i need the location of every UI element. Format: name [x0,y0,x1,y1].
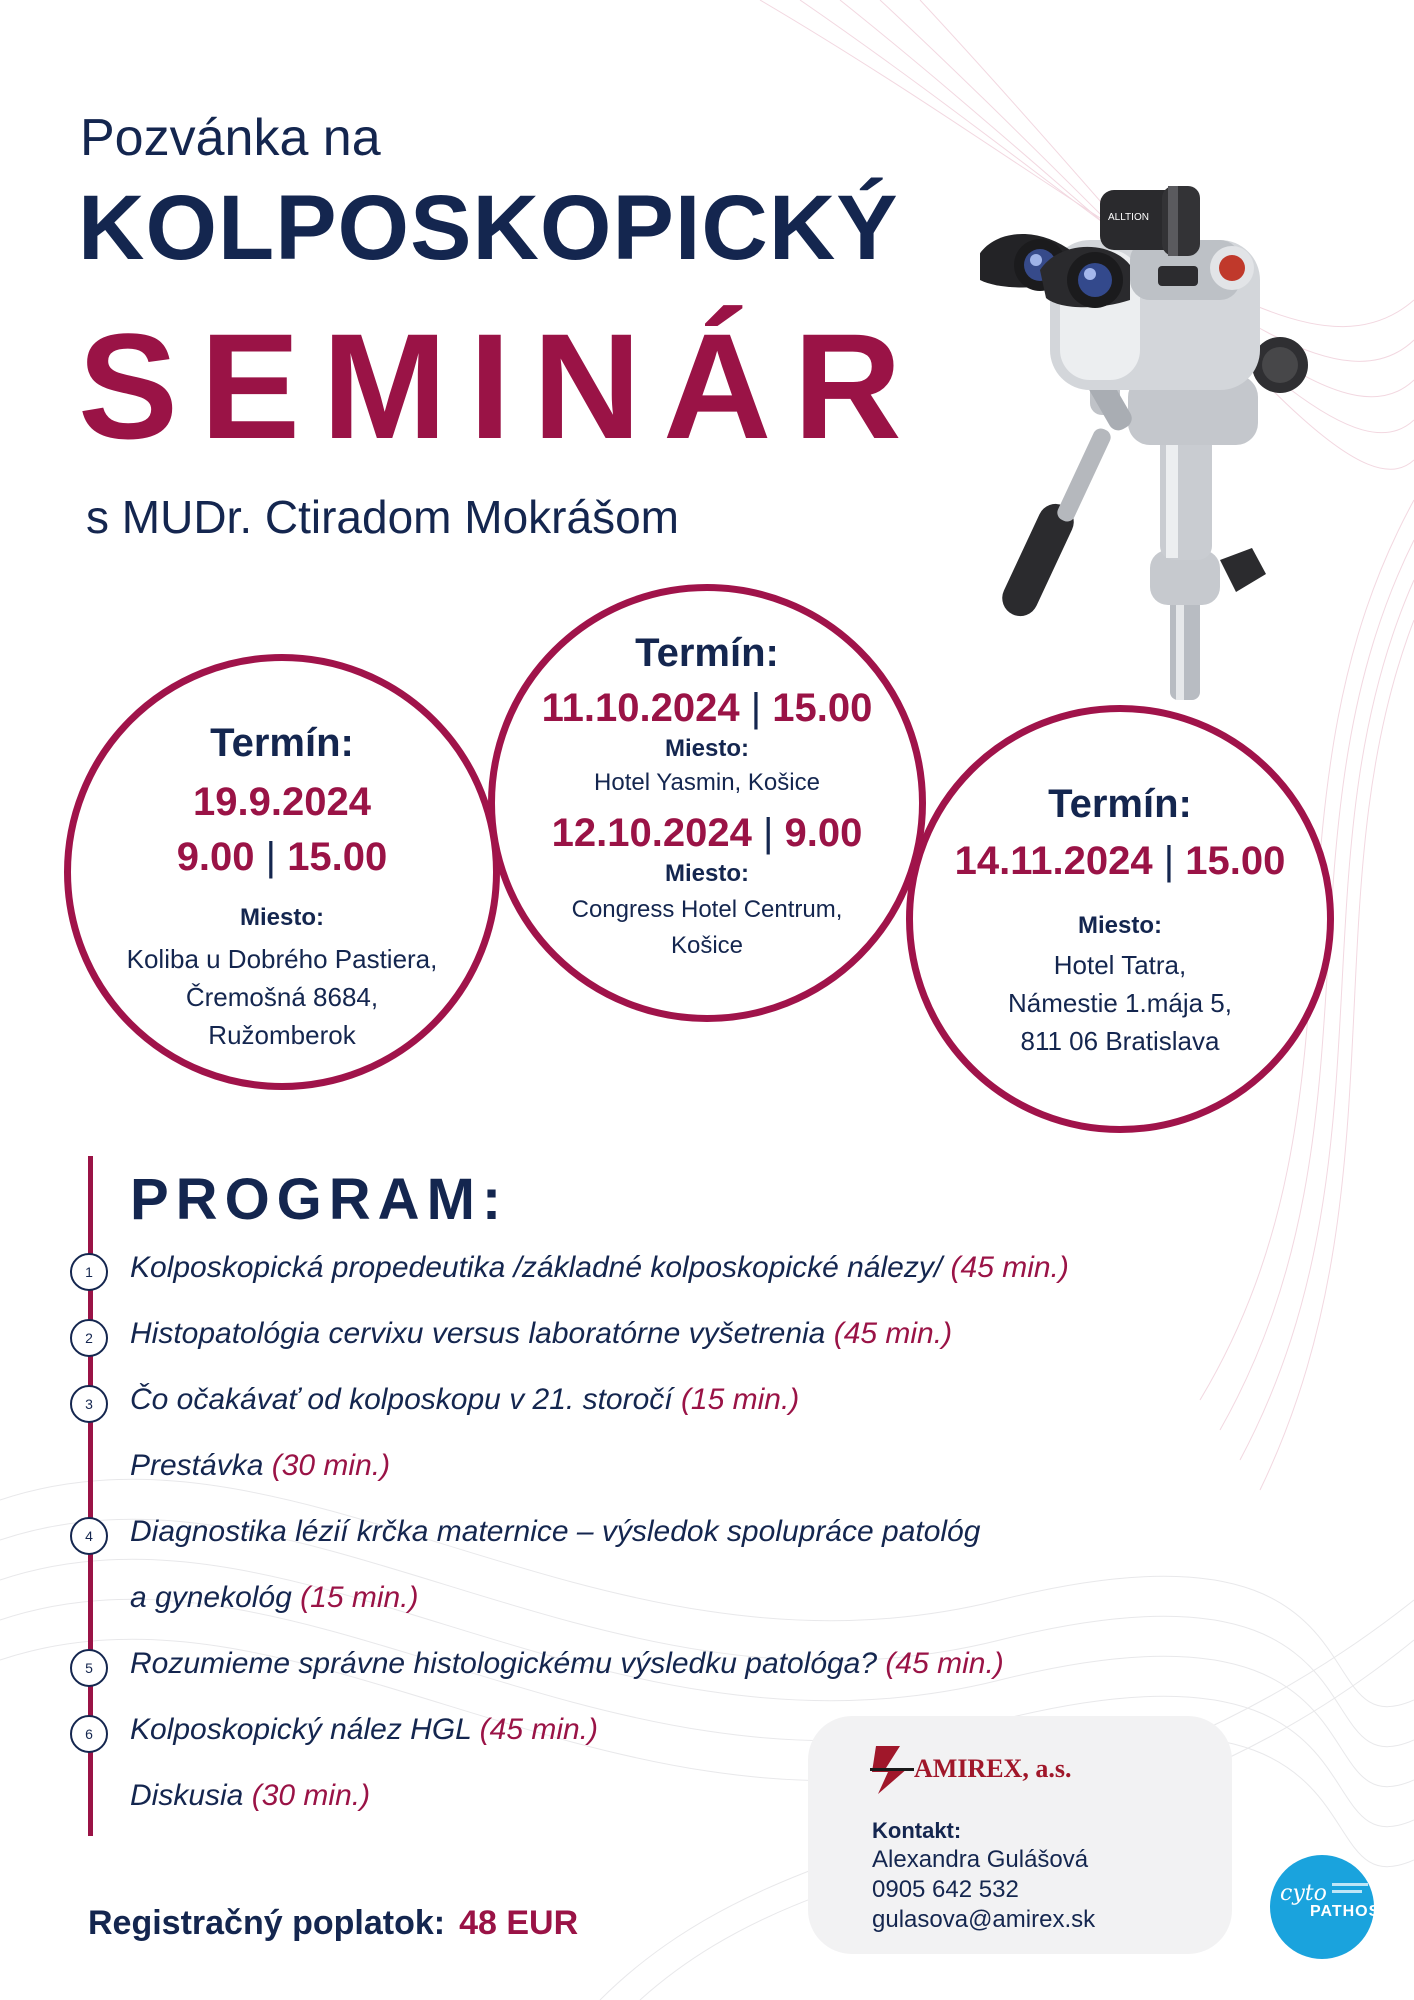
termin-label: Termín: [635,631,779,675]
program-title: PROGRAM: [130,1167,509,1232]
contact-phone[interactable]: 0905 642 532 [872,1876,1019,1903]
program-item-duration: (15 min.) [300,1581,419,1614]
fee-amount: 48 EUR [459,1904,579,1942]
program-item-text: Kolposkopický nález HGL [130,1713,472,1746]
address-line: Congress Hotel Centrum, [571,896,843,923]
contact-label: Kontakt: [872,1818,962,1843]
title-line-1: KOLPOSKOPICKÝ [78,177,899,279]
time-value: 9.00 [784,811,863,855]
speaker-subtitle: s MUDr. Ctiradom Mokrášom [86,491,679,543]
program-item-duration: (30 min.) [271,1449,391,1482]
time-end: 15.00 [287,835,388,879]
time-separator: | [762,811,774,855]
time-range [913,839,1327,884]
program-item-text: Kolposkopická propedeutika /základné kolposkopické nálezy/ [130,1251,943,1284]
device-brand-label: ALLTION [1108,212,1149,223]
time-range [495,811,919,856]
logo-text-bottom: PATHOS [1310,1903,1381,1920]
time-start: 9.00 [176,835,255,879]
time-value: 15.00 [772,686,873,730]
program-item [130,1317,952,1351]
contact-email[interactable]: gulasova@amirex.sk [872,1906,1096,1933]
termin-label: Termín: [210,721,354,765]
program-item-text: Čo očakávať od kolposkopu v 21. storočí [130,1383,673,1416]
time-separator: | [265,835,277,879]
address-line: Hotel Tatra, [1053,950,1187,980]
program-item-number: 2 [70,1319,108,1357]
date-value: 12.10.2024 [551,811,752,855]
time-range [71,835,493,880]
place-address [495,892,919,964]
place-label: Miesto: [1078,912,1162,939]
time-separator: | [750,686,762,730]
place-label: Miesto: [665,860,749,887]
intro-text: Pozvánka na [80,109,381,167]
program-item [130,1581,419,1615]
program-item-duration: (45 min.) [833,1317,953,1350]
date-value: 14.11.2024 [954,839,1153,883]
program-item-number: 3 [70,1385,108,1423]
place-address: Hotel Yasmin, Košice [594,769,820,796]
address-line: Košice [670,932,744,959]
contact-box [808,1716,1232,1954]
place-label: Miesto: [665,735,749,762]
program-item-duration: (45 min.) [950,1251,1069,1284]
program-item-duration: (15 min.) [680,1383,800,1416]
time-range [495,686,919,731]
company-name: AMIREX, a.s. [914,1754,1072,1783]
program-item-number: 6 [70,1715,108,1753]
program-item-number: 4 [70,1517,108,1555]
registration-fee [88,1904,578,1943]
date-value: 19.9.2024 [193,780,371,824]
address-line: 811 06 Bratislava [1020,1026,1220,1056]
program-item [130,1449,390,1483]
logo-line [1332,1883,1368,1886]
place-address [71,940,493,1054]
time-value: 15.00 [1185,839,1286,883]
address-line: Koliba u Dobrého Pastiera, [126,944,438,974]
date-circle-1 [64,654,500,1090]
program-item [130,1383,799,1417]
program-item [130,1779,370,1813]
address-line: Ružomberok [208,1020,356,1050]
date-value: 11.10.2024 [541,686,740,730]
address-line: Námestie 1.mája 5, [1008,988,1232,1018]
date-circle-3 [906,705,1334,1133]
program-item-text: Histopatológia cervixu versus laboratórne vyšetrenia [130,1317,826,1350]
program-item-duration: (45 min.) [479,1713,598,1746]
place-address [913,946,1327,1060]
program-item-text: Rozumieme správne histologickému výsledku patológa? [130,1647,878,1680]
program-item-duration: (30 min.) [251,1779,371,1812]
program-item-number: 1 [70,1253,108,1291]
address-line: Čremošná 8684, [185,982,379,1012]
place-label: Miesto: [240,904,324,931]
cytopathos-logo [1270,1855,1381,1959]
title-line-2: SEMINÁR [78,302,924,470]
time-separator: | [1163,839,1175,883]
program-item-number: 5 [70,1649,108,1687]
program-item [130,1647,1004,1681]
colposcope-illustration [980,170,1400,700]
program-item-text: Prestávka [130,1449,264,1482]
amirex-logo-icon [870,1738,914,1798]
logo-text-top: cyto [1280,1881,1327,1906]
termin-label: Termín: [1048,782,1192,826]
program-item [130,1713,598,1747]
logo-line [1332,1890,1362,1893]
contact-name: Alexandra Gulášová [872,1846,1089,1873]
program-item-text: Diskusia [130,1779,244,1812]
program-item-duration: (45 min.) [885,1647,1004,1680]
date-circle-2 [488,584,926,1022]
fee-label: Registračný poplatok: [88,1904,446,1942]
program-item [130,1515,980,1549]
program-item-text: a gynekológ [130,1581,292,1614]
program-item [130,1251,1069,1285]
program-item-text: Diagnostika lézií krčka maternice – výsledok spolupráce patológ [130,1515,981,1548]
